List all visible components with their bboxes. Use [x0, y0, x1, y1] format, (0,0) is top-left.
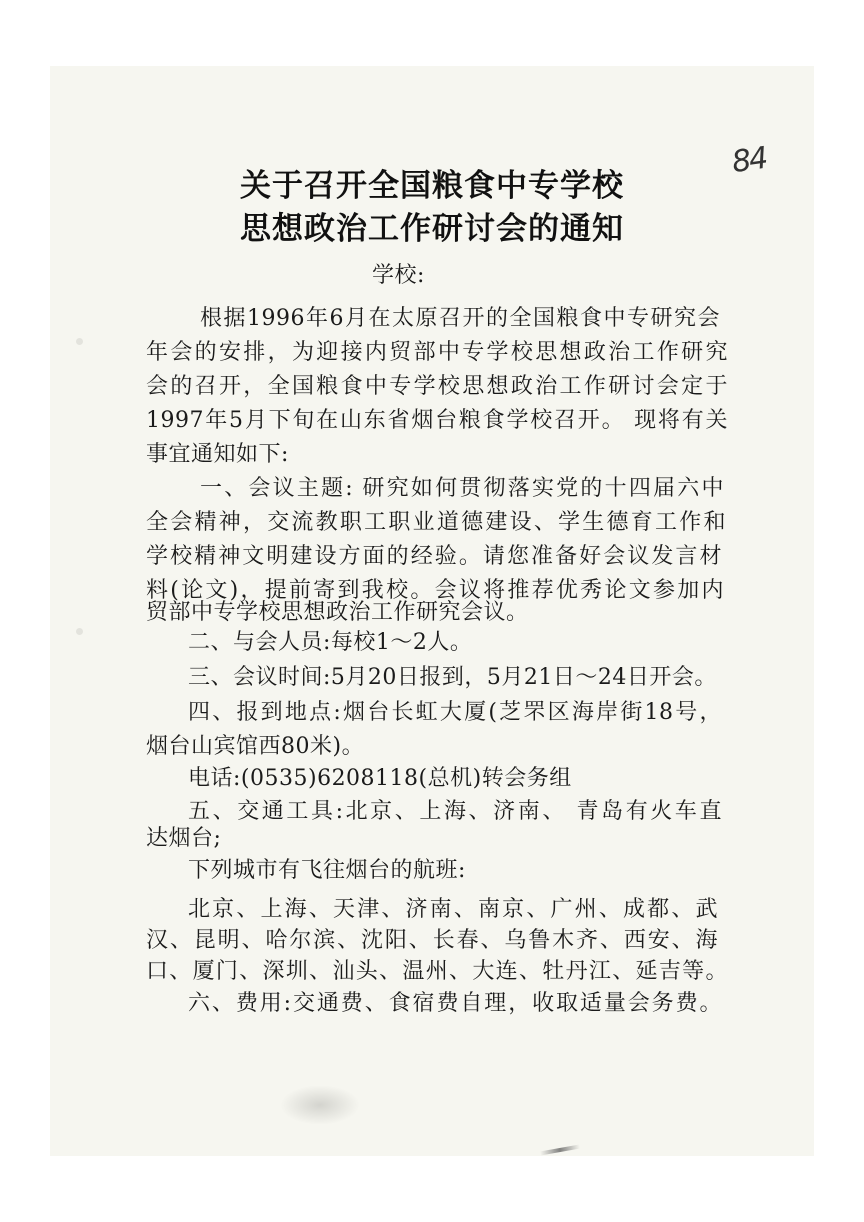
section-1-line: 全会精神，交流教职工职业道德建设、学生德育工作和 [146, 510, 726, 535]
document-title-line-2: 思想政治工作研讨会的通知 [240, 211, 624, 247]
salutation: 学校: [372, 263, 425, 288]
body-line: 事宜通知如下: [146, 442, 289, 467]
punch-hole [76, 338, 83, 345]
flights-intro: 下列城市有飞往烟台的航班: [188, 858, 466, 883]
flight-cities-line: 北京、上海、天津、济南、南京、广州、成都、武 [188, 897, 718, 922]
section-6-line: 六、费用:交通费、食宿费自理，收取适量会务费。 [188, 991, 722, 1016]
section-4-line: 烟台山宾馆西80米)。 [146, 734, 365, 759]
flight-cities-line: 汉、昆明、哈尔滨、沈阳、长春、乌鲁木齐、西安、海 [146, 928, 718, 953]
section-5-line: 五、交通工具:北京、上海、济南、 青岛有火车直 [188, 799, 722, 824]
section-1-line: 贸部中专学校思想政治工作研究会议。 [146, 600, 529, 625]
body-line: 年会的安排，为迎接内贸部中专学校思想政治工作研究 [146, 340, 728, 365]
phone-line: 电话:(0535)6208118(总机)转会务组 [188, 766, 572, 791]
body-line: 根据1996年6月在太原召开的全国粮食中专研究会 [200, 306, 720, 331]
punch-hole [76, 628, 83, 635]
section-1-line: 学校精神文明建设方面的经验。请您准备好会议发言材 [146, 544, 722, 569]
section-1-line: 料(论文)，提前寄到我校。会议将推荐优秀论文参加内 [146, 578, 724, 603]
section-3-line: 三、会议时间:5月20日报到，5月21日～24日开会。 [188, 665, 717, 690]
section-1-line: 一、会议主题: 研究如何贯彻落实党的十四届六中 [200, 476, 724, 501]
handwritten-page-number: 84 [729, 140, 769, 181]
section-5-line: 达烟台; [146, 826, 222, 851]
body-line: 1997年5月下旬在山东省烟台粮食学校召开。 现将有关 [146, 408, 728, 433]
body-line: 会的召开，全国粮食中专学校思想政治工作研讨会定于 [146, 374, 728, 399]
document-title-line-1: 关于召开全国粮食中专学校 [240, 168, 624, 204]
flight-cities-line: 口、厦门、深圳、汕头、温州、大连、牡丹江、延吉等。 [146, 959, 728, 984]
section-2-line: 二、与会人员:每校1～2人。 [188, 630, 473, 655]
scan-smudge [280, 1085, 360, 1125]
section-4-line: 四、报到地点:烟台长虹大厦(芝罘区海岸街18号， [188, 700, 722, 725]
